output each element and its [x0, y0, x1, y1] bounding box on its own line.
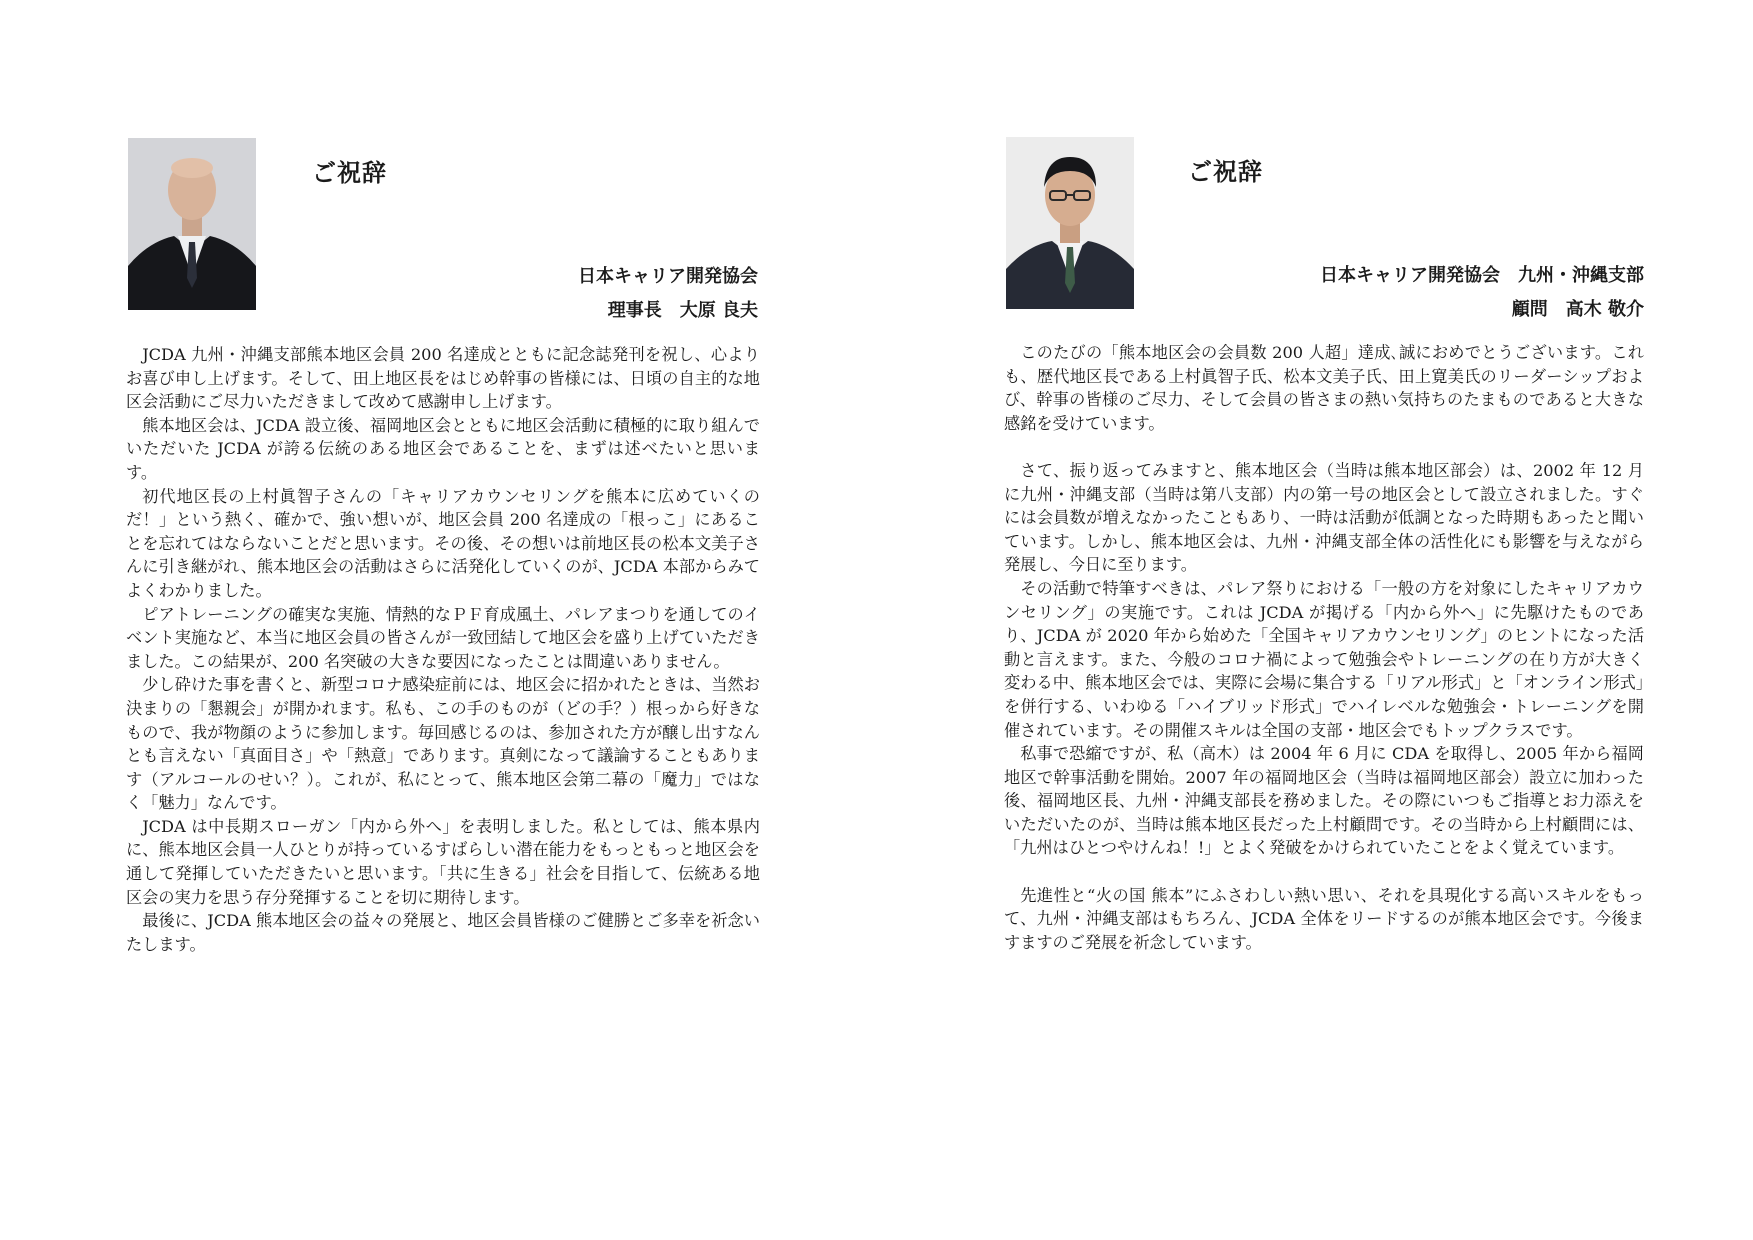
paragraph: JCDA 九州・沖縄支部熊本地区会員 200 名達成とともに記念誌発刊を祝し、心よりお喜び申し上げます。そして、田上地区長をはじめ幹事の皆様には、日頃の自主的な地区会活動にご尽力いただきまして改めて感謝申し上げます。: [126, 345, 760, 412]
message-body: [126, 343, 760, 956]
paragraph: 先進性と“火の国 熊本”にふさわしい熱い思い、それを具現化する高いスキルをもって、九州・沖縄支部はもちろん、JCDA 全体をリードするのが熊本地区会です。今後ますますのご発展を祈念しています。: [1004, 885, 1644, 952]
portrait-photo-takagi: [1006, 137, 1134, 309]
author-name: 理事長 大原 良夫: [607, 300, 758, 321]
paragraph: このたびの「熊本地区会の会員数 200 人超」達成､誠におめでとうございます。これも、歴代地区長である上村眞智子氏、松本文美子氏、田上寛美氏のリーダーシップおよび、幹事の皆様のご尽力、そして会員の皆さまの熱い気持ちのたまものであると大きな感銘を受けています。: [1004, 343, 1644, 433]
portrait-photo-ohara: [128, 138, 256, 310]
author-name: 顧問 高木 敬介: [1511, 299, 1644, 320]
message-body: [1004, 341, 1644, 954]
page-heading: ご祝辞: [312, 158, 387, 187]
paragraph: 最後に、JCDA 熊本地区会の益々の発展と、地区会員皆様のご健勝とご多幸を祈念いたします。: [126, 911, 760, 954]
paragraph: 熊本地区会は、JCDA 設立後、福岡地区会とともに地区会活動に積極的に取り組んでいただいた JCDA が誇る伝統のある地区会であることを、まずは述べたいと思います。: [126, 415, 760, 482]
paragraph: 初代地区長の上村眞智子さんの「キャリアカウンセリングを熊本に広めていくのだ！」という熱く、確かで、強い想いが、地区会員 200 名達成の「根っこ」にあることを忘れてはならないことだと思います。その後、その想いは前地区長の松本文美子さんに引き継がれ、熊本地区会の活動はさらに活発化していくのが、JCDA 本部からみてよくわかりました。: [126, 486, 760, 600]
paragraph: ピアトレーニングの確実な実施、情熱的なＰＦ育成風土、パレアまつりを通してのイベント実施など、本当に地区会員の皆さんが一致団結して地区会を盛り上げていただきました。この結果が、200 名突破の大きな要因になったことは間違いありません。: [126, 604, 760, 671]
paragraph: 少し砕けた事を書くと、新型コロナ感染症前には、地区会に招かれたときは、当然お決まりの「懇親会」が開かれます。私も、この手のものが（どの手？）根っから好きなもので、我が物顔のように参加します。毎回感じるのは、参加された方が醸し出すなんとも言えない「真面目さ」や「熱意」であります。真剣になって議論することもあります（アルコールのせい？）。これが、私にとって、熊本地区会第二幕の「魔力」ではなく「魅力」なんです。: [126, 675, 760, 813]
portrait-illustration: [1006, 137, 1134, 309]
paragraph: その活動で特筆すべきは、パレア祭りにおける「一般の方を対象にしたキャリアカウンセリング」の実施です。これは JCDA が掲げる「内から外へ」に先駆けたものであり、JCDA が 2020 年から始めた「全国キャリアカウンセリング」のヒントになった活動と言えます。また、今般のコロナ禍によって勉強会やトレーニングの在り方が大きく変わる中、熊本地区会では、実際に会場に集合する「リアル形式」と「オンライン形式」を併行する、いわゆる「ハイブリッド形式」でハイレベルな勉強会・トレーニングを開催されています。その開催スキルは全国の支部・地区会でもトップクラスです。: [1004, 578, 1644, 740]
paragraph: さて、振り返ってみますと、熊本地区会（当時は熊本地区部会）は、2002 年 12 月に九州・沖縄支部（当時は第八支部）内の第一号の地区会として設立されました。すぐには会員数が増えなかったこともあり、一時は活動が低調となった時期もあったと聞いています。しかし、熊本地区会は、九州・沖縄支部全体の活性化にも影響を与えながら発展し、今日に至ります。: [1004, 460, 1644, 575]
left-page: [0, 0, 876, 1240]
author-organization: 日本キャリア開発協会: [578, 266, 758, 287]
paragraph: JCDA は中長期スローガン「内から外へ」を表明しました。私としては、熊本県内に、熊本地区会員一人ひとりが持っているすばらしい潜在能力をもっともっと地区会を通して発揮していただきたいと思います。「共に生きる」社会を目指して、伝統ある地区会の実力を思う存分発揮することを切に期待します。: [126, 816, 760, 907]
right-page: [876, 0, 1752, 1240]
paragraph: 私事で恐縮ですが、私（高木）は 2004 年 6 月に CDA を取得し、2005 年から福岡地区で幹事活動を開始。2007 年の福岡地区会（当時は福岡地区部会）設立に加わった後、福岡地区長、九州・沖縄支部長を務めました。その際にいつもご指導とお力添えをいただいたのが、当時は熊本地区長だった上村顧問です。その当時から上村顧問には、「九州はひとつやけんね！!」とよく発破をかけられていたことをよく覚えています。: [1004, 744, 1644, 858]
portrait-illustration: [128, 138, 256, 310]
page-heading: ご祝辞: [1188, 157, 1263, 186]
author-organization: 日本キャリア開発協会 九州・沖縄支部: [1320, 265, 1644, 286]
